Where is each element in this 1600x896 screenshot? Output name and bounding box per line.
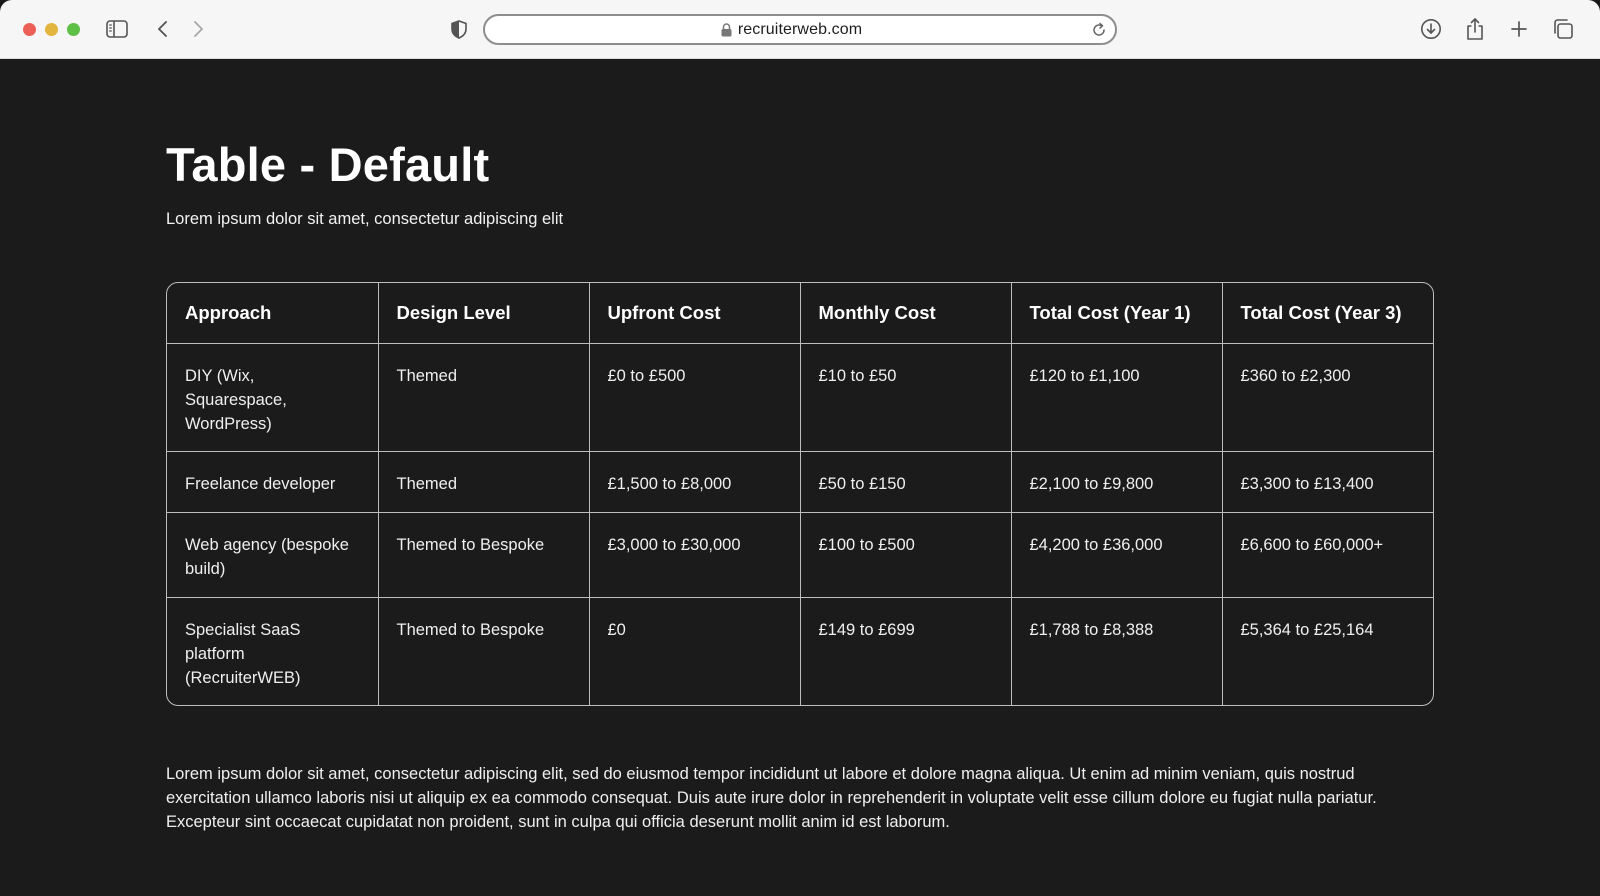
back-icon[interactable] bbox=[151, 17, 175, 41]
table-cell: Freelance developer bbox=[167, 451, 378, 512]
table-cell: Themed bbox=[378, 451, 589, 512]
table-cell: Web agency (bespoke build) bbox=[167, 512, 378, 597]
url-text: recruiterweb.com bbox=[737, 21, 863, 38]
column-header-total-cost-year-1: Total Cost (Year 1) bbox=[1011, 283, 1222, 343]
table-cell: £0 to £500 bbox=[589, 343, 800, 451]
table-cell: £360 to £2,300 bbox=[1222, 343, 1433, 451]
table-cell: £0 bbox=[589, 597, 800, 705]
share-icon[interactable] bbox=[1463, 17, 1487, 41]
table-cell: £4,200 to £36,000 bbox=[1011, 512, 1222, 597]
table-cell: £100 to £500 bbox=[800, 512, 1011, 597]
cost-comparison-table bbox=[166, 282, 1434, 706]
table-row bbox=[167, 512, 1433, 597]
column-header-monthly-cost: Monthly Cost bbox=[800, 283, 1011, 343]
table-header-row bbox=[167, 283, 1433, 343]
shield-icon[interactable] bbox=[447, 17, 471, 41]
table-cell: £3,000 to £30,000 bbox=[589, 512, 800, 597]
column-header-design-level: Design Level bbox=[378, 283, 589, 343]
table-cell: DIY (Wix, Squarespace, WordPress) bbox=[167, 343, 378, 451]
table-cell: £6,600 to £60,000+ bbox=[1222, 512, 1433, 597]
reload-icon[interactable] bbox=[1091, 22, 1107, 43]
table-cell: £120 to £1,100 bbox=[1011, 343, 1222, 451]
zoom-window-button[interactable] bbox=[67, 23, 80, 36]
table-row bbox=[167, 597, 1433, 705]
close-window-button[interactable] bbox=[23, 23, 36, 36]
table-row bbox=[167, 343, 1433, 451]
table-cell: Themed to Bespoke bbox=[378, 597, 589, 705]
page-title: Table - Default bbox=[166, 138, 490, 191]
sidebar-icon[interactable] bbox=[105, 17, 129, 41]
plus-icon[interactable] bbox=[1507, 17, 1531, 41]
table-cell: £50 to £150 bbox=[800, 451, 1011, 512]
table-cell: £5,364 to £25,164 bbox=[1240, 620, 1374, 639]
table-cell: £1,788 to £8,388 bbox=[1011, 597, 1222, 705]
table-row bbox=[167, 451, 1433, 512]
column-header-total-cost-year-3: Total Cost (Year 3) bbox=[1222, 283, 1433, 343]
table-cell: £2,100 to £9,800 bbox=[1011, 451, 1222, 512]
table-cell: Themed bbox=[378, 343, 589, 451]
page-subtitle: Lorem ipsum dolor sit amet, consectetur adipiscing elit bbox=[166, 210, 564, 228]
table-cell: £10 to £50 bbox=[800, 343, 1011, 451]
column-header-approach: Approach bbox=[167, 283, 378, 343]
table-cell: £1,500 to £8,000 bbox=[589, 451, 800, 512]
table-cell: £149 to £699 bbox=[800, 597, 1011, 705]
column-header-upfront-cost: Upfront Cost bbox=[589, 283, 800, 343]
download-icon[interactable] bbox=[1419, 17, 1443, 41]
table-cell: Themed to Bespoke bbox=[378, 512, 589, 597]
table-cell: £3,300 to £13,400 bbox=[1222, 451, 1433, 512]
forward-icon[interactable] bbox=[186, 17, 210, 41]
tabs-icon[interactable] bbox=[1551, 17, 1575, 41]
body-paragraph: Lorem ipsum dolor sit amet, consectetur adipiscing elit, sed do eiusmod tempor incididunt ut labore et dolore magna aliqua. Ut enim ad minim veniam, quis nostrud exercitation ullamco laboris nisi ut aliquip ex ea commodo consequat. Duis aute irure dolor in reprehenderit in voluptate velit esse cillum dolore eu fugiat nulla pariatur. Excepteur sint occaecat cupidatat non proident, sunt in culpa qui officia deserunt mollit anim id est laborum. bbox=[166, 765, 1377, 831]
table-cell: Specialist SaaS platform (RecruiterWEB) bbox=[167, 597, 378, 705]
minimize-window-button[interactable] bbox=[45, 23, 58, 36]
browser-toolbar bbox=[0, 0, 1600, 59]
address-bar[interactable] bbox=[483, 14, 1117, 45]
